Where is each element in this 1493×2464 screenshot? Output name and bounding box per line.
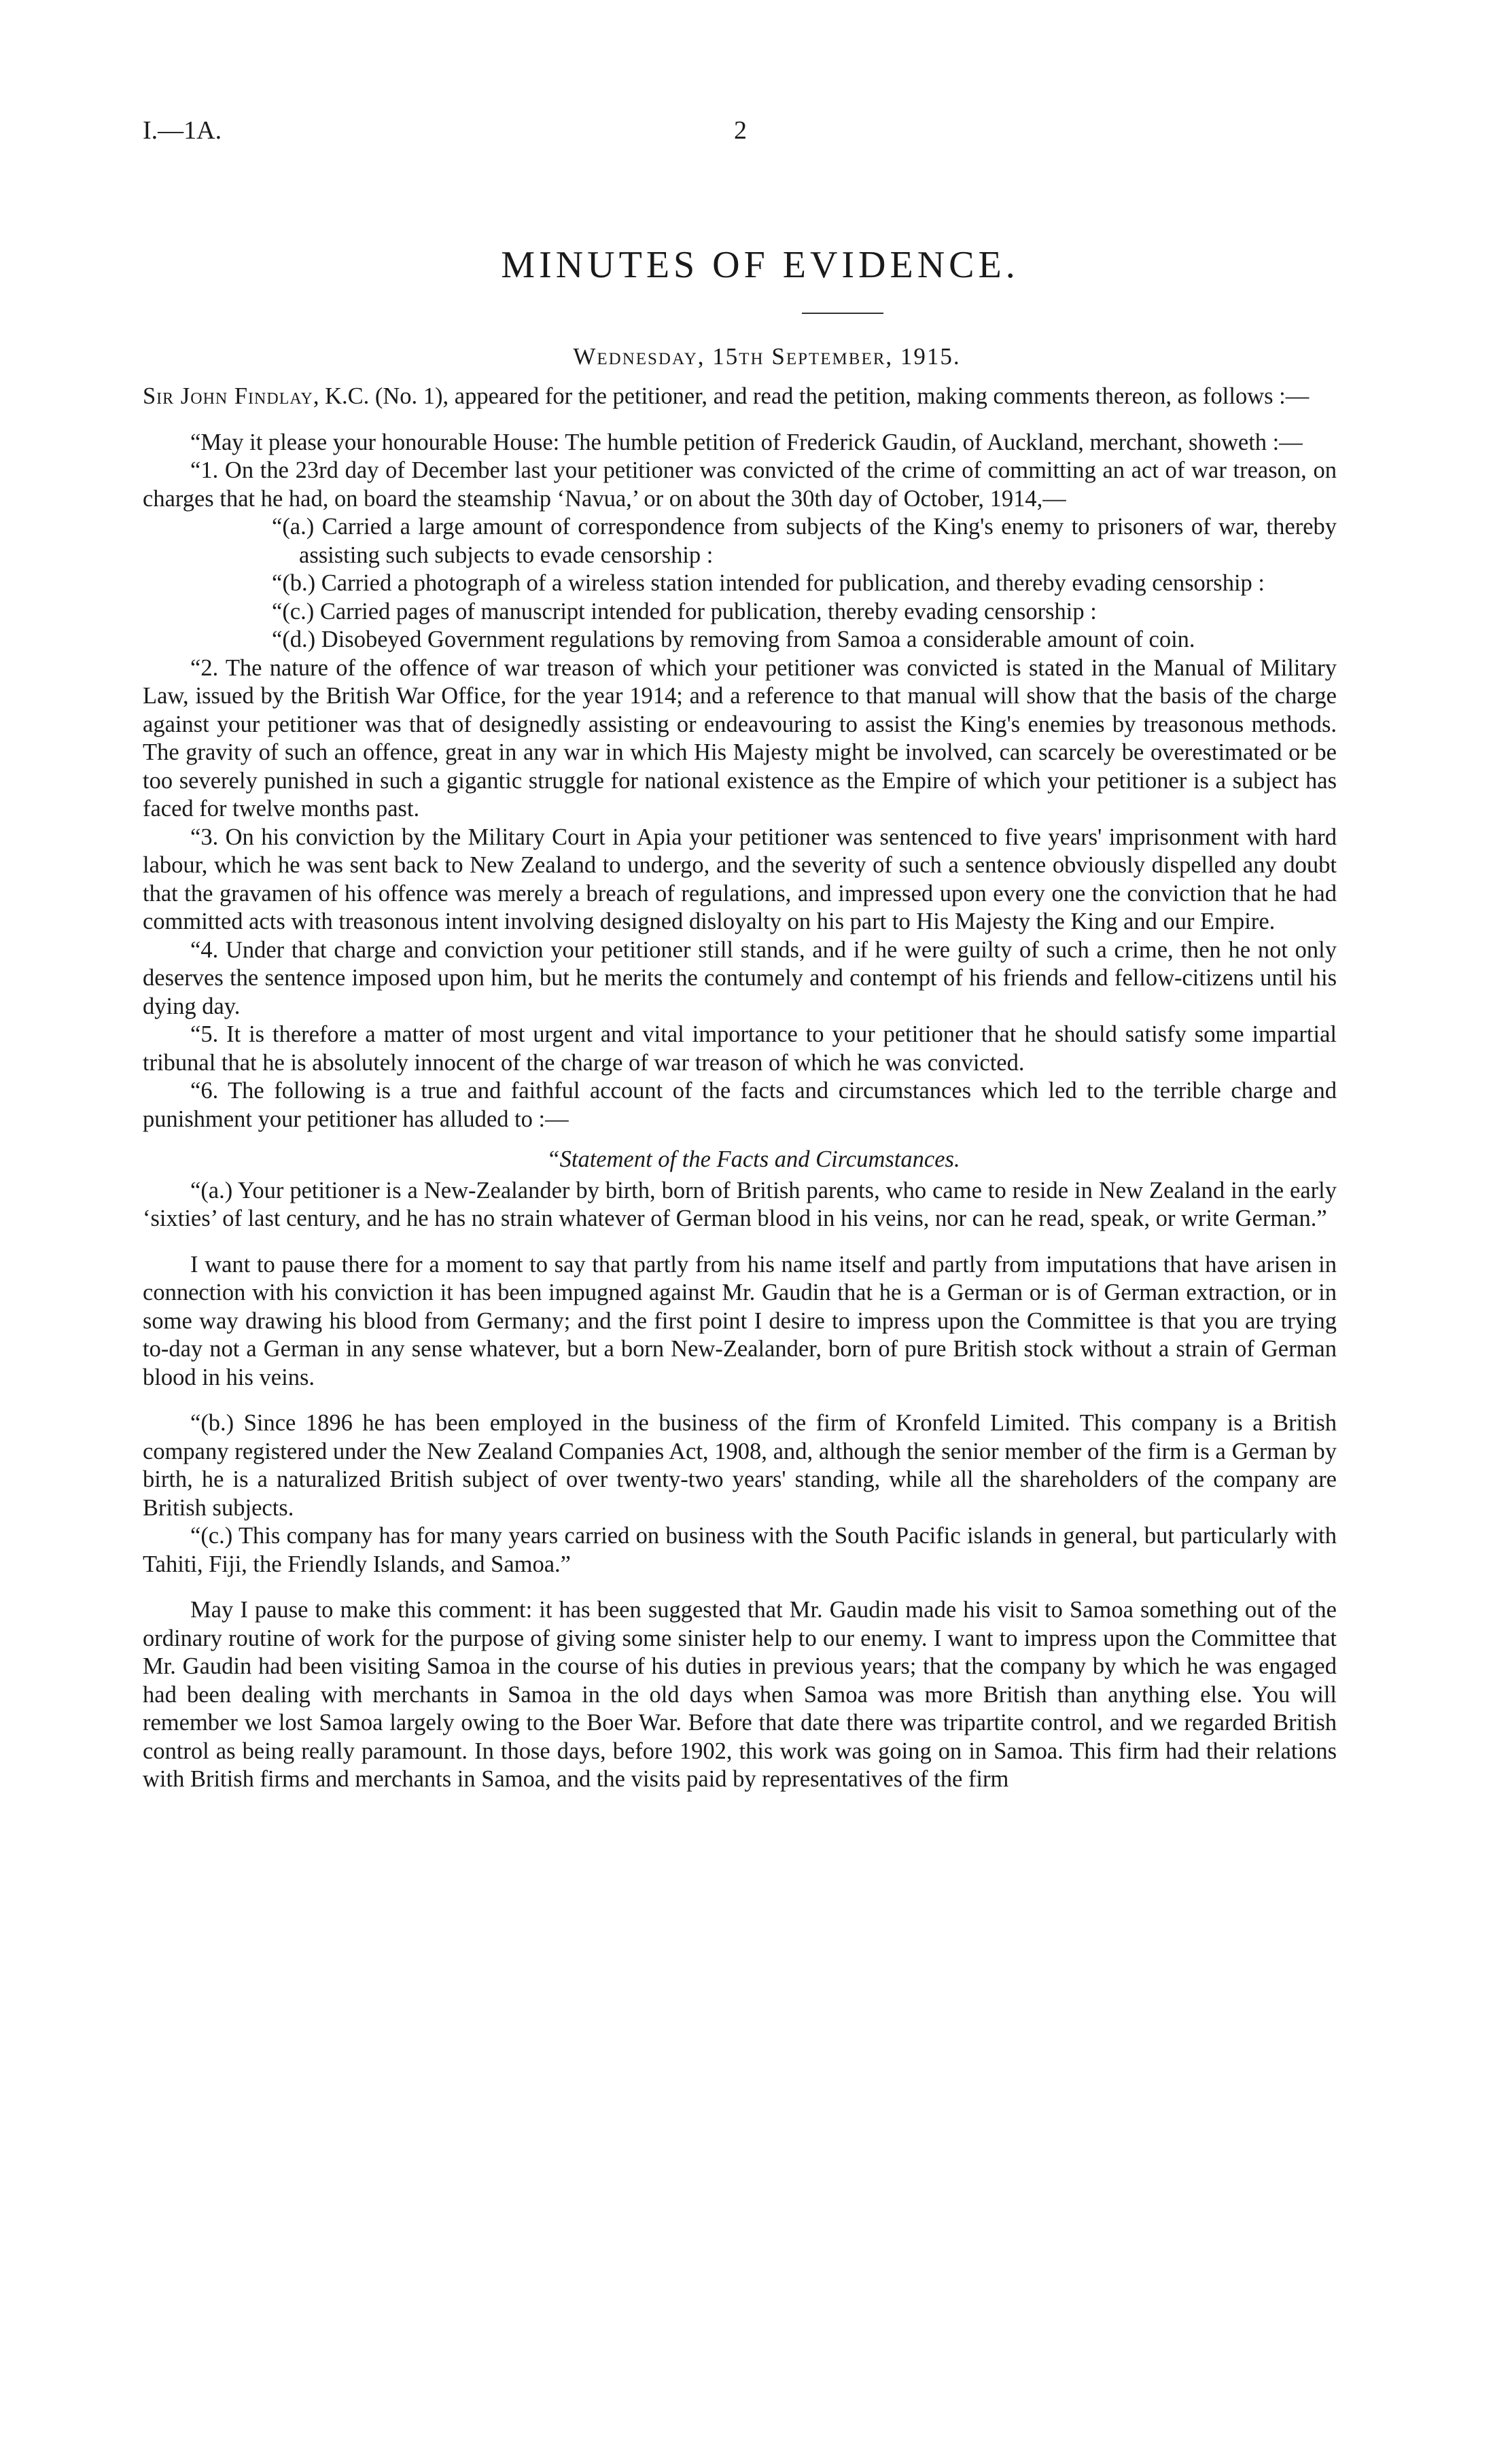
document-reference: I.—1A.: [143, 116, 222, 145]
statement-c: “(c.) This company has for many years carried on business with the South Pacific islands in general, but particularly with Tahiti, Fiji, the Friendly Islands, and Samoa.”: [143, 1523, 1337, 1577]
charge-a: “(a.) Carried a large amount of correspondence from subjects of the King's enemy to prisoners of war, thereby assisting such subjects to evade censorship :: [272, 514, 1337, 568]
statement-a: “(a.) Your petitioner is a New-Zealander by birth, born of British parents, who came to reside in New Zealand in the early ‘sixties’ of last century, and he has no strain whatever of German blood in his veins, nor can he read, speak, or write German.”: [143, 1177, 1337, 1231]
petition-para-5: “5. It is therefore a matter of most urgent and vital importance to your petitioner that he should satisfy some impartial tribunal that he is absolutely innocent of the charge of war treason of which he was convicted.: [143, 1021, 1337, 1076]
page-header: [143, 109, 1337, 149]
intro-text: , K.C. (No. 1), appeared for the petitioner, and read the petition, making comments thereon, as follows :—: [313, 383, 1310, 409]
statement-b: “(b.) Since 1896 he has been employed in the business of the firm of Kronfeld Limited. This company is a British company registered under the New Zealand Companies Act, 1908, and, although the senior member of the firm is a German by birth, he is a naturalized British subject of over twenty-two years' standing, while all the shareholders of the company are British subjects.: [143, 1410, 1337, 1521]
counsel-comment-1: I want to pause there for a moment to say that partly from his name itself and partly from imputations that have arisen in connection with his conviction it has been impugned against Mr. Gaudin that he is a German or is of German extraction, or in some way drawing his blood from Germany; and the first point I desire to impress upon the Committee is that you are trying to-day not a German in any sense whatever, but a born New-Zealander, born of pure British stock without a strain of German blood in his veins.: [143, 1251, 1337, 1390]
petition-para-4: “4. Under that charge and conviction your petitioner still stands, and if he were guilty of such a crime, then he not only deserves the sentence imposed upon him, but he merits the contumely and contempt of his friends and fellow-citizens until his dying day.: [143, 936, 1337, 1019]
petition-para-1: “1. On the 23rd day of December last your petitioner was convicted of the crime of committing an act of war treason, on charges that he had, on board the steamship ‘Navua,’ or on about the 30th day of October, 1914,—: [143, 457, 1337, 512]
petition-opening: “May it please your honourable House: The humble petition of Frederick Gaudin, of Auckland, merchant, showeth :—: [190, 429, 1303, 455]
charge-d: “(d.) Disobeyed Government regulations by removing from Samoa a considerable amount of coin.: [272, 627, 1195, 652]
page-number: 2: [734, 116, 747, 145]
page-title: MINUTES OF EVIDENCE.: [501, 244, 1019, 286]
petition-para-3: “3. On his conviction by the Military Court in Apia your petitioner was sentenced to five years' imprisonment with hard labour, which he was sent back to New Zealand to undergo, and the severity of such a sentence obviously dispelled any doubt that the gravamen of his offence was merely a breach of regulations, and impressed upon every one the conviction that he had committed acts with treasonous intent involving designed disloyalty on his part to His Majesty the King and our Empire.: [143, 824, 1337, 934]
dateline: Wednesday, 15th September, 1915.: [573, 342, 961, 370]
charge-b: “(b.) Carried a photograph of a wireless station intended for publication, and thereby evading censorship :: [272, 570, 1265, 596]
petition-para-6: “6. The following is a true and faithful account of the facts and circumstances which led to the terrible charge and punishment your petitioner has alluded to :—: [143, 1078, 1337, 1132]
petition-para-2: “2. The nature of the offence of war treason of which your petitioner was convicted is stated in the Manual of Military Law, issued by the British War Office, for the year 1914; and a reference to that manual will show that the basis of the charge against your petitioner was that of designedly assisting or endeavouring to assist the King's enemies by treasonous methods. The gravity of such an offence, great in any war in which His Majesty might be involved, can scarcely be overestimated or be too severely punished in such a gigantic struggle for national existence as the Empire of which your petitioner is a subject has faced for twelve months past.: [143, 654, 1337, 822]
statement-heading: “Statement of the Facts and Circumstances.: [546, 1146, 960, 1172]
speaker-name: Sir John Findlay: [143, 383, 313, 409]
charge-c: “(c.) Carried pages of manuscript intended for publication, thereby evading censorship :: [272, 598, 1097, 624]
title-rule: [802, 313, 883, 314]
intro-paragraph: [143, 383, 1337, 411]
counsel-comment-2: May I pause to make this comment: it has been suggested that Mr. Gaudin made his visit to Samoa something out of the ordinary routine of work for the purpose of giving some sinister help to our enemy. I want to impress upon the Committee that Mr. Gaudin had been visiting Samoa in the course of his duties in previous years; that the company by which he was engaged had been dealing with merchants in Samoa in the old days when Samoa was more British than anything else. You will remember we lost Samoa largely owing to the Boer War. Before that date there was tripartite control, and we regarded British control as being really paramount. In those days, before 1902, this work was going on in Samoa. This firm had their relations with British firms and merchants in Samoa, and the visits paid by representatives of the firm: [143, 1597, 1337, 1792]
